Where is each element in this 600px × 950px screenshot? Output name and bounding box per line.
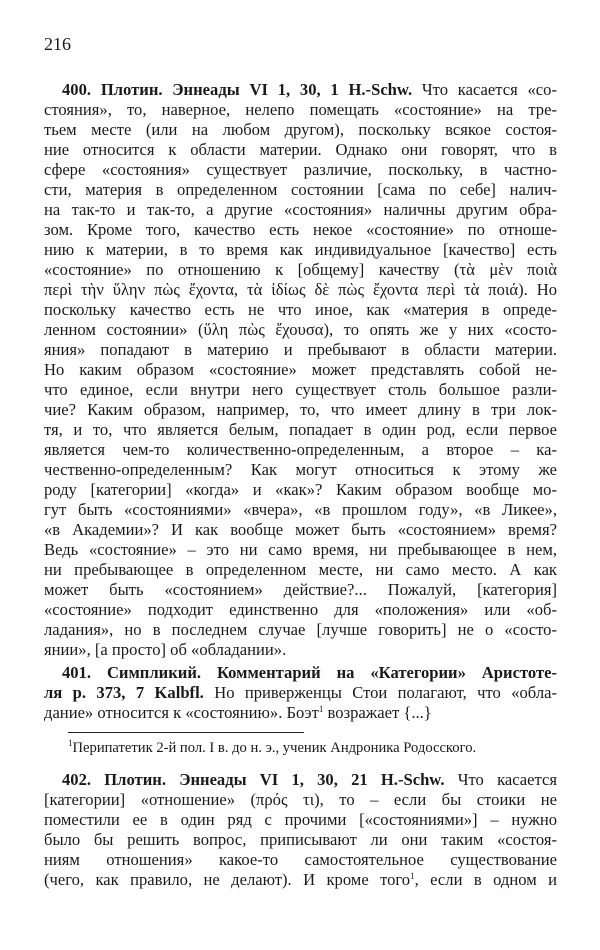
footnote-mark: 1 (68, 738, 73, 748)
text-line: сфере «состояния» существует различие, поскольку, в частно- (44, 160, 557, 179)
text-line: περὶ τὴν ὕλην πὼς ἔχοντα, τὰ ἰδίως δὲ πὼς ἔχοντα περὶ τὰ ποιά). Но (44, 280, 557, 299)
text-line (44, 663, 557, 683)
text-line (44, 870, 557, 890)
text: Что касается (444, 770, 557, 789)
text: , если в одном и (414, 870, 557, 889)
footnote (68, 739, 476, 757)
text: (чего, как правило, не делают). И кроме того (44, 870, 411, 889)
text-line: «состояние» подходит единственно для «положения» или «об- (44, 600, 557, 619)
footnote-divider (68, 732, 304, 733)
text-line (44, 80, 557, 100)
text-line: является чем-то количественно-определенным, а второе – ка- (44, 440, 557, 459)
text-line: Ведь «состояние» – это ни само время, ни пребывающее в нем, (44, 540, 557, 559)
text-line: на так-то и так-то, а другие «состояния» наличны другим обра- (44, 200, 557, 219)
text-line: «в Академии»? И как вообще может быть «состоянием» время? (44, 520, 557, 539)
text-line: сти, материя в определенном состоянии [сама по себе] налич- (44, 180, 557, 199)
page-number: 216 (44, 34, 71, 54)
text-line: Но каким образом «состояние» может представлять собой не- (44, 360, 557, 379)
text-line: что единое, если внутри него существует столь большое разли- (44, 380, 557, 399)
text: Что касается «со- (412, 80, 557, 99)
text-line (44, 770, 557, 790)
text-line: яния» попадают в материю и пребывают в области материи. (44, 340, 557, 359)
text-line: поскольку качество есть не что иное, как «материя в опреде- (44, 300, 557, 319)
entry-heading: 400. Плотин. Эннеады VI 1, 30, 1 H.-Schw. (62, 80, 413, 99)
text-line: нию к материи, в то время как индивидуальное [качество] есть (44, 240, 557, 259)
text-line: роду [категории] «когда» и «как»? Каким образом вообще мо- (44, 480, 557, 499)
paragraph-400 (44, 80, 557, 660)
text-line: ние относится к области материи. Однако они говорят, что в (44, 140, 557, 159)
footnote-ref[interactable]: 1 (318, 704, 324, 714)
text-line: поместили ее в один ряд с прочими [«состояниями»] – нужно (44, 810, 557, 829)
text-line: «состояние» по отношению к [общему] качеству (τὰ μὲν ποιὰ (44, 260, 557, 279)
text-line: ладания», но в последнем случае [лучше говорить] не о «состо- (44, 620, 557, 639)
text-line: [категории] «отношение» (πρός τι), то – если бы стоики не (44, 790, 557, 809)
text-line (44, 703, 557, 723)
text: возражает {...} (323, 703, 432, 722)
entry-heading: 401. Симпликий. Комментарий на «Категории» Аристоте- (62, 663, 557, 682)
text: дание» относится к «состоянию». Боэт (44, 703, 319, 722)
text-line: стояния», то, наверное, нелепо помещать «состояние» на тре- (44, 100, 557, 119)
paragraph-402 (44, 770, 557, 890)
footnote-text: Перипатетик 2-й пол. I в. до н. э., ученик Андроника Родосского. (72, 740, 477, 756)
text-line: может быть «состоянием» действие?... Пожалуй, [категория] (44, 580, 557, 599)
text-line: гут быть «состояниями» «вчера», «в прошлом году», «в Ликее», (44, 500, 557, 519)
text: Но приверженцы Стои полагают, что «обла- (203, 683, 557, 702)
entry-heading: 402. Плотин. Эннеады VI 1, 30, 21 H.-Schw. (62, 770, 445, 789)
text-line: ленном состоянии» (ὕλη πὼς ἔχουσα), то опять же у них «состо- (44, 320, 557, 339)
text-line: зом. Кроме того, качество есть некое «состояние» по отноше- (44, 220, 557, 239)
entry-heading: ля р. 373, 7 Kalbfl. (44, 683, 204, 702)
text-line: янии», [а просто] об «обладании». (44, 640, 287, 659)
footnote-ref[interactable]: 1 (410, 871, 415, 881)
text-line: ни пребывающее в определенном месте, ни само место. А как (44, 560, 557, 579)
text-line (44, 683, 557, 703)
text-line: тя, и то, что является белым, попадает в один род, если первое (44, 420, 557, 439)
text-line: чие? Каким образом, например, то, что имеет длину в три лок- (44, 400, 557, 419)
text-line: было бы решить вопрос, приписывают ли они таким «состоя- (44, 830, 557, 849)
text-line: чественно-определенным? Как могут относиться к этому же (44, 460, 557, 479)
paragraph-401 (44, 663, 557, 723)
text-line: ниям отношения» какое-то самостоятельное существование (44, 850, 557, 869)
text-line: тьем месте (или на любом другом), поскольку всякое состоя- (44, 120, 557, 139)
